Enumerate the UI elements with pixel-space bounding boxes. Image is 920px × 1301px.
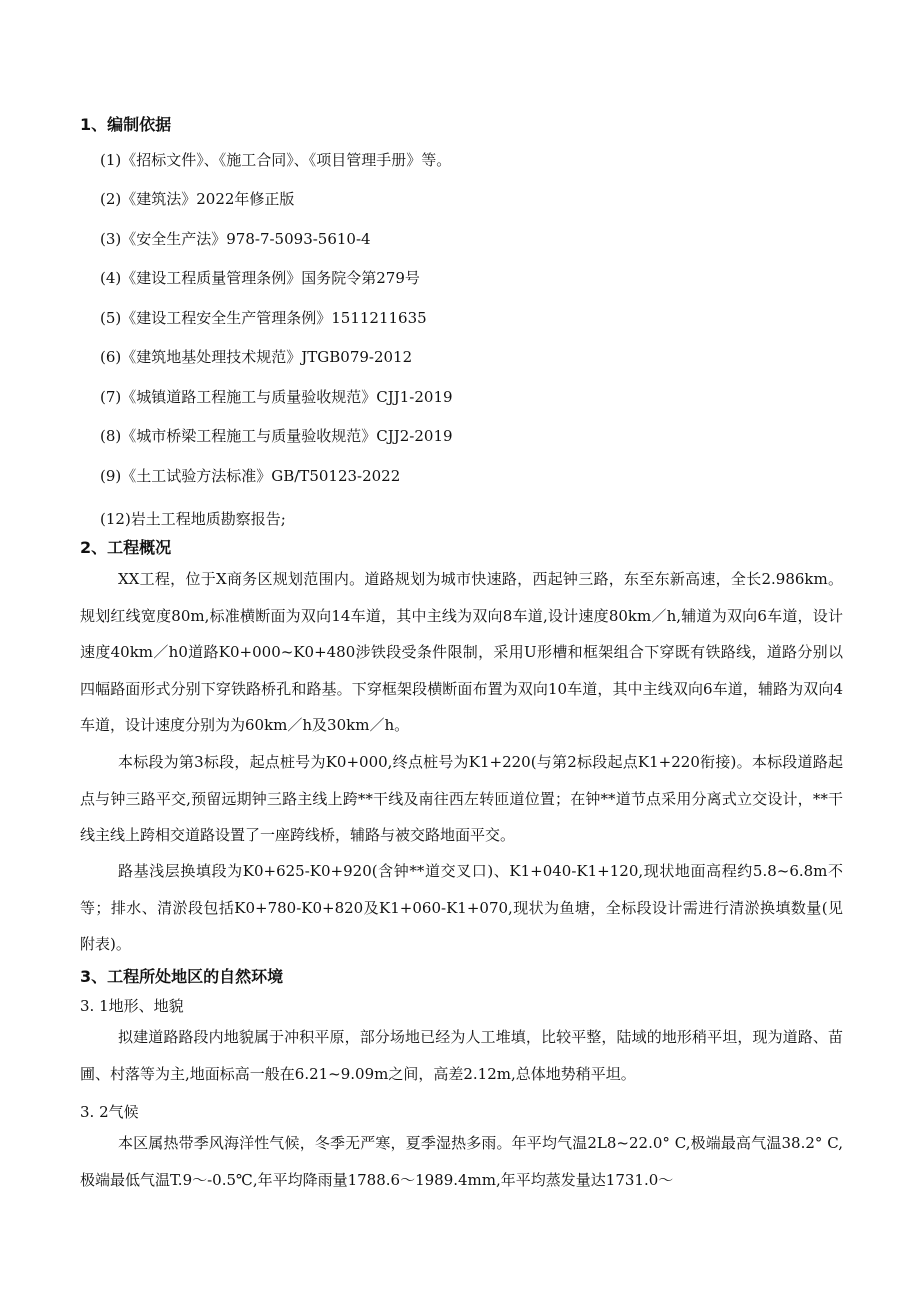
- reference-item: (8)《城市桥梁工程施工与质量验收规范》CJJ2-2019: [100, 427, 453, 445]
- reference-item: (7)《城镇道路工程施工与质量验收规范》CJJ1-2019: [100, 388, 453, 406]
- reference-item: (1)《招标文件》、《施工合同》、《项目管理手册》等。: [100, 151, 452, 169]
- reference-item: (5)《建设工程安全生产管理条例》1511211635: [100, 309, 427, 327]
- reference-item: (9)《土工试验方法标准》GB/T50123-2022: [100, 467, 401, 485]
- overview-paragraph: XX工程，位于X商务区规划范围内。道路规划为城市快速路，西起钟三路，东至东新高速，全长2.986km。规划红线宽度80m,标准横断面为双向14车道，其中主线为双向8车道,设计速度80km／h,辅道为双向6车道，设计速度40km／h0道路K0+000~K0+480涉铁段受条件限制，采用U形槽和框架组合下穿既有铁路线，道路分别以四幅路面形式分别下穿铁路桥孔和路基。下穿框架段横断面布置为双向10车道，其中主线双向6车道，辅路为双向4车道，设计速度分别为为60km／h及30km／h。: [80, 570, 843, 734]
- overview-paragraph: 路基浅层换填段为K0+625-K0+920(含钟**道交叉口)、K1+040-K1+120,现状地面高程约5.8~6.8m不等；排水、清淤段包括K0+780-K0+820及K1+060-K1+070,现状为鱼塘，全标段设计需进行清淤换填数量(见附表)。: [80, 862, 843, 953]
- section-heading-environment: 3、工程所处地区的自然环境: [80, 967, 284, 986]
- subsection-heading-climate: 3. 2气候: [80, 1103, 139, 1121]
- overview-paragraph: 本标段为第3标段，起点桩号为K0+000,终点桩号为K1+220(与第2标段起点K1+220衔接)。本标段道路起点与钟三路平交,预留远期钟三路主线上跨**干线及南往西左转匝道位置；在钟**道节点采用分离式立交设计，**干线主线上跨相交道路设置了一座跨线桥，辅路与被交路地面平交。: [80, 753, 843, 844]
- reference-item: (6)《建筑地基处理技术规范》JTGB079-2012: [100, 348, 413, 366]
- section-heading-overview: 2、工程概况: [80, 538, 172, 557]
- section-heading-basis: 1、编制依据: [80, 115, 172, 134]
- reference-item: (12)岩土工程地质勘察报告;: [100, 510, 286, 528]
- climate-paragraph: 本区属热带季风海洋性气候，冬季无严寒，夏季湿热多雨。年平均气温2L8~22.0° C,极端最高气温38.2° C,极端最低气温T.9～-0.5℃,年平均降雨量1788.6～1989.4mm,年平均蒸发量达1731.0～: [80, 1134, 843, 1189]
- subsection-heading-terrain: 3. 1地形、地貌: [80, 997, 184, 1015]
- reference-item: (4)《建设工程质量管理条例》国务院令第279号: [100, 269, 420, 287]
- reference-item: (3)《安全生产法》978-7-5093-5610-4: [100, 230, 371, 248]
- terrain-paragraph: 拟建道路路段内地貌属于冲积平原，部分场地已经为人工堆填，比较平整，陆域的地形稍平坦，现为道路、苗圃、村落等为主,地面标高一般在6.21~9.09m之间，高差2.12m,总体地势稍平坦。: [80, 1028, 843, 1083]
- reference-item: (2)《建筑法》2022年修正版: [100, 190, 295, 208]
